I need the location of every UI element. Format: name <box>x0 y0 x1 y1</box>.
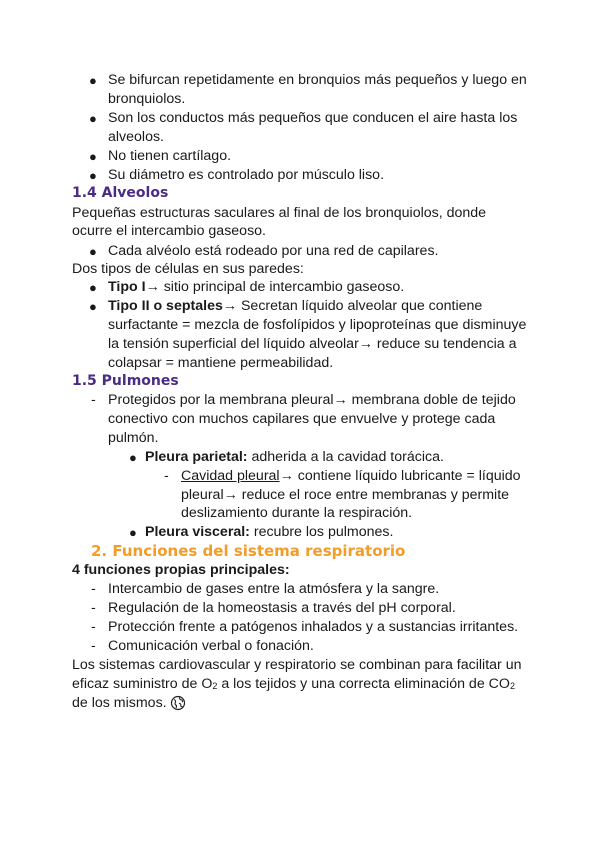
tipo2-text: surfactante = mezcla de fosfolípidos y lipoproteínas que disminuye <box>108 317 527 333</box>
closing-paragraph <box>72 675 515 696</box>
dash-icon: - <box>91 619 96 635</box>
funciones-subheading: 4 funciones propias principales: <box>72 562 290 578</box>
closing-text: a los tejidos y una correcta eliminación de CO <box>217 676 510 692</box>
visceral-label: Pleura visceral: <box>145 524 250 540</box>
bullet-icon: ● <box>89 299 97 314</box>
bullet-icon: ● <box>89 111 97 126</box>
dash-icon: - <box>164 468 169 484</box>
dash-icon: - <box>91 581 96 597</box>
list-item: No tienen cartílago. <box>108 148 232 164</box>
dash-icon: - <box>91 600 96 616</box>
list-item-tipo1 <box>108 278 404 297</box>
list-item: alveolos. <box>108 129 164 145</box>
funcion-item: Regulación de la homeostasis a través del pH corporal. <box>108 600 456 616</box>
bullet-icon: ● <box>129 525 137 540</box>
section-heading-pulmones: 1.5 Pulmones <box>72 373 179 389</box>
closing-paragraph: de los mismos. <box>72 695 167 711</box>
visceral-text: recubre los pulmones. <box>249 524 394 540</box>
cavidad-text: → contiene líquido lubricante = líquido <box>279 468 521 484</box>
list-item: Son los conductos más pequeños que conducen el aire hasta los <box>108 110 518 126</box>
tipo2-label: Tipo II o septales <box>108 298 223 314</box>
cell-types-intro: Dos tipos de células en sus paredes: <box>72 261 304 277</box>
bullet-icon: ● <box>89 244 97 259</box>
bullet-icon: ● <box>89 73 97 88</box>
list-item: bronquiolos. <box>108 91 186 107</box>
cavidad-text: pleural→ reduce el roce entre membranas y permite <box>181 487 510 503</box>
alveolos-intro: Pequeñas estructuras saculares al final de los bronquiolos, donde <box>72 205 487 221</box>
tipo1-text: → sitio principal de intercambio gaseoso. <box>145 279 405 295</box>
pulmones-text: pulmón. <box>108 430 159 446</box>
list-item: Se bifurcan repetidamente en bronquios más pequeños y luego en <box>108 72 527 88</box>
alveolos-intro: ocurre el intercambio gaseoso. <box>72 223 266 239</box>
section-heading-funciones: 2. Funciones del sistema respiratorio <box>91 542 406 560</box>
tipo2-text: → Secretan líquido alveolar que contiene <box>222 298 483 314</box>
tipo1-label: Tipo I <box>108 279 146 295</box>
list-item-tipo2 <box>108 297 482 316</box>
bullet-icon: ● <box>89 280 97 295</box>
funcion-item: Intercambio de gases entre la atmósfera y la sangre. <box>108 581 440 597</box>
bullet-icon: ● <box>89 149 97 164</box>
closing-text: eficaz suministro de O <box>72 676 213 692</box>
bullet-icon: ● <box>89 168 97 183</box>
cavidad-text: deslizamiento durante la respiración. <box>181 505 413 521</box>
pleura-parietal-item <box>145 448 444 467</box>
funcion-item: Comunicación verbal o fonación. <box>108 638 314 654</box>
list-item: Su diámetro es controlado por músculo liso. <box>108 167 385 183</box>
cavidad-label: Cavidad pleural <box>181 468 280 484</box>
tipo2-text: colapsar = mantiene permeabilidad. <box>108 355 334 371</box>
pulmones-text: Protegidos por la membrana pleural→ membrana doble de tejido <box>108 392 516 408</box>
pleura-visceral-item <box>145 523 393 542</box>
parietal-text: adherida a la cavidad torácica. <box>247 449 444 465</box>
tipo2-text: la tensión superficial del líquido alveolar→ reduce su tendencia a <box>108 336 517 352</box>
funcion-item: Protección frente a patógenos inhalados y a sustancias irritantes. <box>108 619 519 635</box>
subscript: 2 <box>509 681 515 691</box>
dash-icon: - <box>91 638 96 654</box>
bullet-icon: ● <box>129 450 137 465</box>
dash-icon: - <box>91 392 96 408</box>
subscript: 2 <box>212 681 218 691</box>
closing-paragraph: Los sistemas cardiovascular y respiratorio se combinan para facilitar un <box>72 657 522 673</box>
globe-icon <box>170 695 186 711</box>
parietal-label: Pleura parietal: <box>145 449 248 465</box>
list-item: Cada alvéolo está rodeado por una red de capilares. <box>108 243 439 259</box>
pulmones-text: conectivo con muchos capilares que envuelve y protege cada <box>108 411 496 427</box>
section-heading-alveolos: 1.4 Alveolos <box>72 185 169 201</box>
cavidad-pleural-item <box>181 467 521 486</box>
